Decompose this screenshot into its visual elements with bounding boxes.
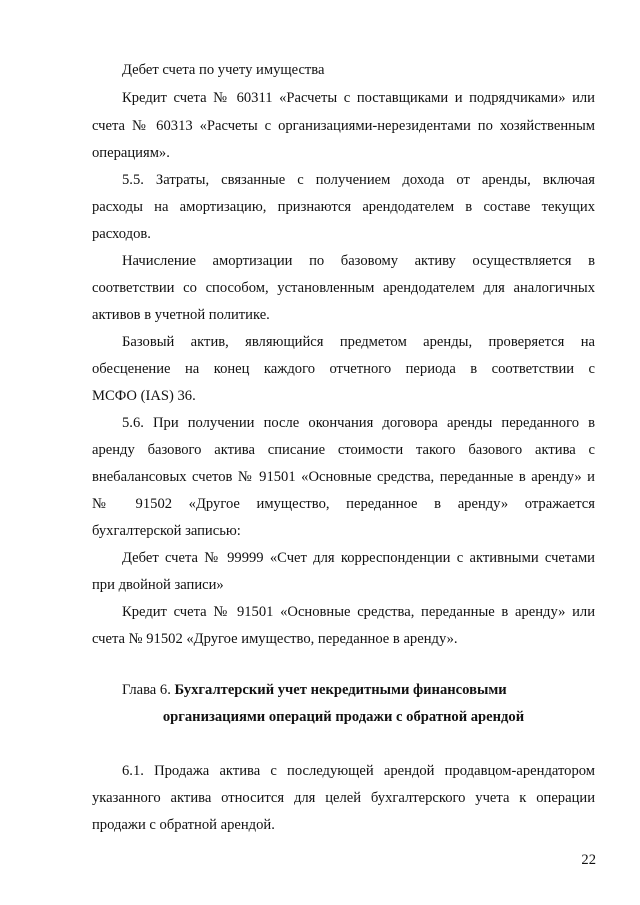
paragraph-line: Дебет счета по учету имущества xyxy=(122,62,325,78)
paragraph-line: № 91502 «Другое имущество, переданное в аренду» отражается xyxy=(92,496,595,512)
chapter-title-line1: Бухгалтерский учет некредитными финансовыми xyxy=(174,682,507,698)
paragraph-line: указанного актива относится для целей бухгалтерского учета к операции xyxy=(92,790,595,806)
paragraph-line: расходов. xyxy=(92,226,151,242)
paragraph-line: Базовый актив, являющийся предметом аренды, проверяется на xyxy=(122,334,595,350)
paragraph-line: Кредит счета № 91501 «Основные средства, переданные в аренду» или xyxy=(122,604,595,620)
paragraph-line: 5.5. Затраты, связанные с получением дохода от аренды, включая xyxy=(122,172,595,188)
paragraph-line: продажи с обратной арендой. xyxy=(92,817,275,833)
paragraph-line: обесценение на конец каждого отчетного периода в соответствии с xyxy=(92,361,595,377)
paragraph-line: аренду базового актива списание стоимости такого базового актива с xyxy=(92,442,595,458)
paragraph-line: Кредит счета № 60311 «Расчеты с поставщиками и подрядчиками» или xyxy=(122,90,595,106)
paragraph-line: активов в учетной политике. xyxy=(92,307,270,323)
paragraph-line: МСФО (IAS) 36. xyxy=(92,388,196,404)
paragraph-line: 5.6. При получении после окончания договора аренды переданного в xyxy=(122,415,595,431)
paragraph-line: 6.1. Продажа актива с последующей арендой продавцом-арендатором xyxy=(122,763,595,779)
paragraph-line: Дебет счета № 99999 «Счет для корреспонденции с активными счетами xyxy=(122,550,595,566)
paragraph-line: при двойной записи» xyxy=(92,577,224,593)
chapter-heading xyxy=(122,677,542,703)
paragraph-line: счета № 60313 «Расчеты с организациями-нерезидентами по хозяйственным xyxy=(92,118,595,134)
paragraph-line: счета № 91502 «Другое имущество, переданное в аренду». xyxy=(92,631,458,647)
chapter-title-line2: организациями операций продажи с обратной арендой xyxy=(162,709,525,725)
paragraph-line: соответствии со способом, установленным арендодателем для аналогичных xyxy=(92,280,595,296)
chapter-heading-line2 xyxy=(92,704,595,730)
paragraph-line: операциям». xyxy=(92,145,170,161)
page-number: 22 xyxy=(581,852,596,868)
chapter-prefix: Глава 6. xyxy=(122,682,171,698)
paragraph-line: расходы на амортизацию, признаются арендодателем в составе текущих xyxy=(92,199,595,215)
paragraph-line: внебалансовых счетов № 91501 «Основные средства, переданные в аренду» и xyxy=(92,469,595,485)
paragraph-line: бухгалтерской записью: xyxy=(92,523,241,539)
paragraph-line: Начисление амортизации по базовому активу осуществляется в xyxy=(122,253,595,269)
